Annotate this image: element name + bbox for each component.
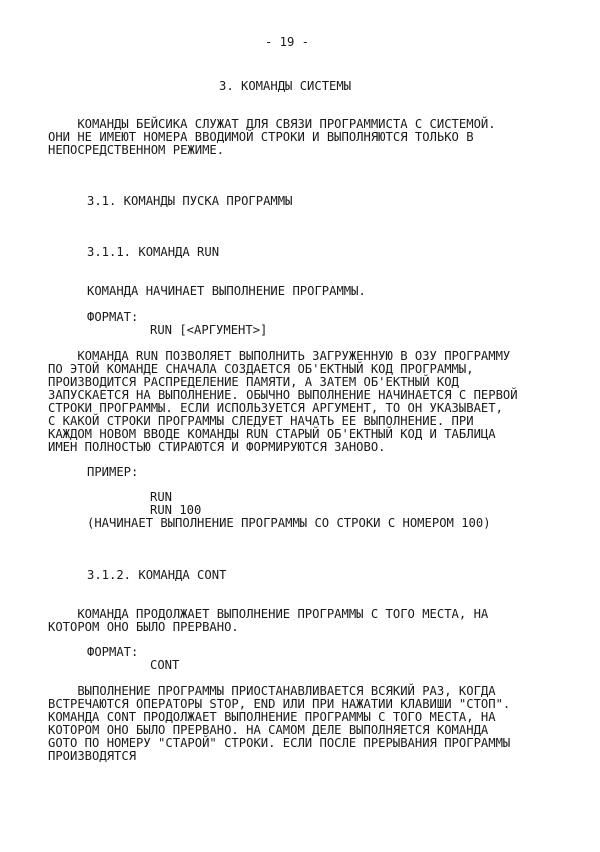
run-desc-line-8: ИМЕН ПОЛНОСТЬЮ СТИРАЮТСЯ И ФОРМИРУЮТСЯ ЗАНОВО. — [48, 440, 386, 454]
run-desc-line-3: ПРОИЗВОДИТСЯ РАСПРЕДЕЛЕНИЕ ПАМЯТИ, А ЗАТЕМ ОБ'ЕКТНЫЙ КОД — [48, 375, 459, 389]
cont-desc-line-6: ПРОИЗВОДЯТСЯ — [48, 749, 137, 763]
subsection-heading: 3.1. КОМАНДЫ ПУСКА ПРОГРАММЫ — [87, 194, 293, 208]
run-format-value: RUN [<АРГУМЕНТ>] — [150, 323, 268, 337]
intro-line-3: НЕПОСРЕДСТВЕННОМ РЕЖИМЕ. — [48, 143, 225, 157]
cont-heading: 3.1.2. КОМАНДА CONT — [87, 568, 227, 582]
cont-desc-line-5: GOTO ПО НОМЕРУ "СТАРОЙ" СТРОКИ. ЕСЛИ ПОСЛЕ ПРЕРЫВАНИЯ ПРОГРАММЫ — [48, 736, 511, 750]
run-example-label: ПРИМЕР: — [87, 465, 139, 479]
cont-format-label: ФОРМАТ: — [87, 645, 139, 659]
page-number: - 19 - — [265, 35, 310, 49]
cont-desc-line-2: ВСТРЕЧАЮТСЯ ОПЕРАТОРЫ STOP, END ИЛИ ПРИ НАЖАТИИ КЛАВИШИ "СТОП". — [48, 697, 511, 711]
run-desc-line-4: ЗАПУСКАЕТСЯ НА ВЫПОЛНЕНИЕ. ОБЫЧНО ВЫПОЛНЕНИЕ НАЧИНАЕТСЯ С ПЕРВОЙ — [48, 388, 518, 402]
section-title: 3. КОМАНДЫ СИСТЕМЫ — [219, 79, 352, 93]
cont-summary-line-2: КОТОРОМ ОНО БЫЛО ПРЕРВАНО. — [48, 620, 239, 634]
intro-line-2: ОНИ НЕ ИМЕЮТ НОМЕРА ВВОДИМОЙ СТРОКИ И ВЫПОЛНЯЮТСЯ ТОЛЬКО В — [48, 130, 474, 144]
run-desc-line-2: ПО ЭТОЙ КОМАНДЕ СНАЧАЛА СОЗДАЕТСЯ ОБ'ЕКТНЫЙ КОД ПРОГРАММЫ, — [48, 362, 474, 376]
run-example-line-1: RUN — [150, 490, 173, 504]
run-example-note: (НАЧИНАЕТ ВЫПОЛНЕНИЕ ПРОГРАММЫ СО СТРОКИ С НОМЕРОМ 100) — [87, 516, 491, 530]
run-desc-line-1: КОМАНДА RUN ПОЗВОЛЯЕТ ВЫПОЛНИТЬ ЗАГРУЖЕННУЮ В ОЗУ ПРОГРАММУ — [48, 349, 511, 363]
cont-desc-line-4: КОТОРОМ ОНО БЫЛО ПРЕРВАНО. НА САМОМ ДЕЛЕ ВЫПОЛНЯЕТСЯ КОМАНДА — [48, 723, 489, 737]
run-desc-line-6: С КАКОЙ СТРОКИ ПРОГРАММЫ СЛЕДУЕТ НАЧАТЬ ЕЕ ВЫПОЛНЕНИЕ. ПРИ — [48, 414, 474, 428]
cont-desc-line-1: ВЫПОЛНЕНИЕ ПРОГРАММЫ ПРИОСТАНАВЛИВАЕТСЯ ВСЯКИЙ РАЗ, КОГДА — [48, 684, 496, 698]
run-example-line-2: RUN 100 — [150, 503, 202, 517]
intro-line-1: КОМАНДЫ БЕЙСИКА СЛУЖАТ ДЛЯ СВЯЗИ ПРОГРАММИСТА С СИСТЕМОЙ. — [48, 117, 496, 131]
cont-desc-line-3: КОМАНДА CONT ПРОДОЛЖАЕТ ВЫПОЛНЕНИЕ ПРОГРАММЫ С ТОГО МЕСТА, НА — [48, 710, 496, 724]
cont-summary-line-1: КОМАНДА ПРОДОЛЖАЕТ ВЫПОЛНЕНИЕ ПРОГРАММЫ С ТОГО МЕСТА, НА — [48, 607, 489, 621]
cont-format-value: CONT — [150, 658, 180, 672]
run-desc-line-5: СТРОКИ ПРОГРАММЫ. ЕСЛИ ИСПОЛЬЗУЕТСЯ АРГУМЕНТ, ТО ОН УКАЗЫВАЕТ, — [48, 401, 503, 415]
run-format-label: ФОРМАТ: — [87, 310, 139, 324]
run-summary: КОМАНДА НАЧИНАЕТ ВЫПОЛНЕНИЕ ПРОГРАММЫ. — [87, 284, 366, 298]
run-desc-line-7: КАЖДОМ НОВОМ ВВОДЕ КОМАНДЫ RUN СТАРЫЙ ОБ'ЕКТНЫЙ КОД И ТАБЛИЦА — [48, 427, 496, 441]
run-heading: 3.1.1. КОМАНДА RUN — [87, 245, 220, 259]
